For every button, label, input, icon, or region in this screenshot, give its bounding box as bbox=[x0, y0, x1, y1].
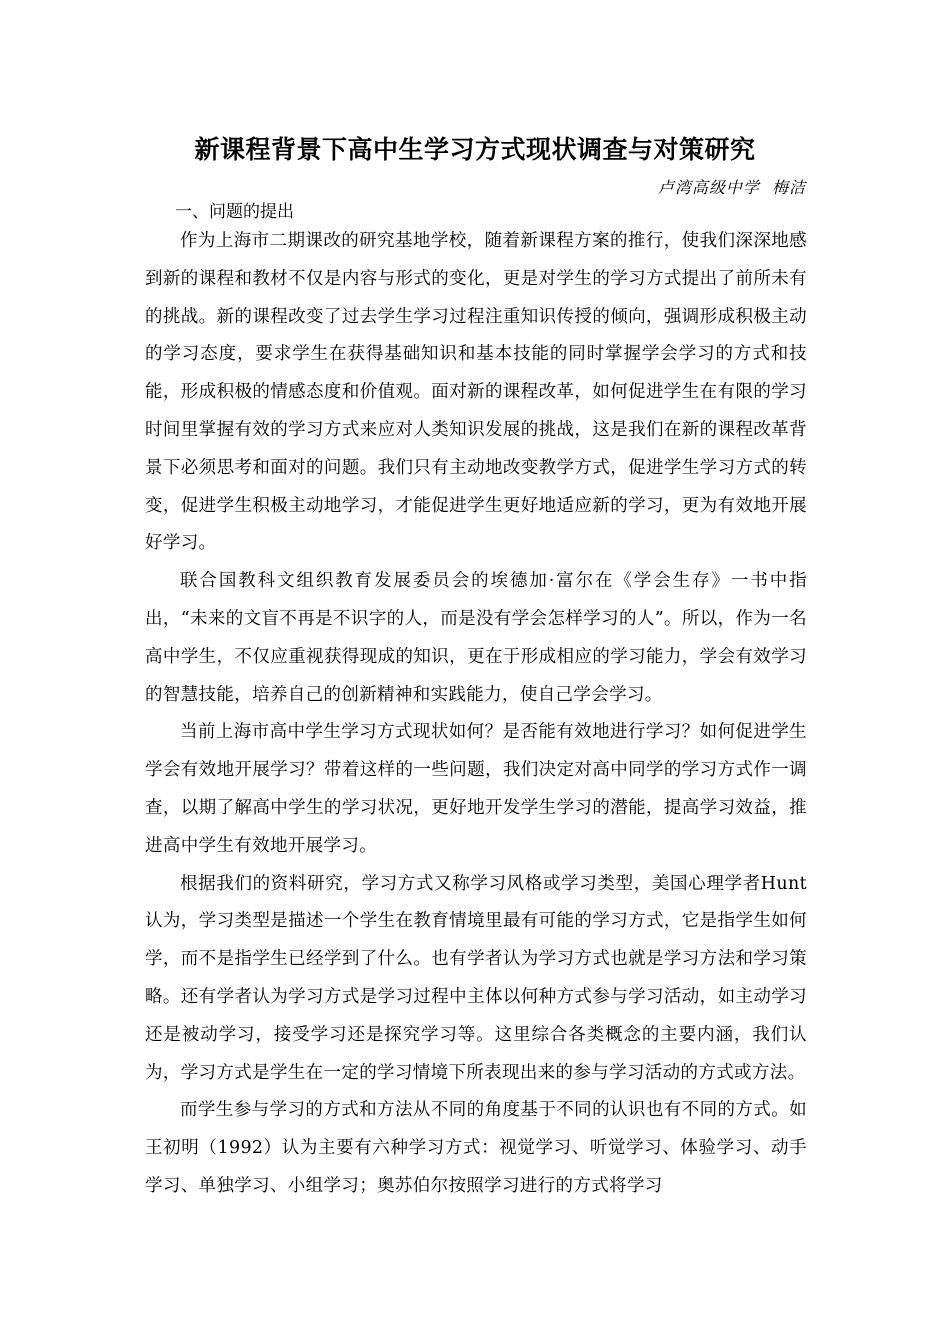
author-line: 卢湾高级中学 梅洁 bbox=[657, 178, 806, 197]
paragraph-5: 而学生参与学习的方式和方法从不同的角度基于不同的认识也有不同的方式。如王初明（1992）认为主要有六种学习方式：视觉学习、听觉学习、体验学习、动手学习、单独学习、小组学习；奥苏伯尔按照学习进行的方式将学习 bbox=[145, 1100, 807, 1196]
paragraph-4: 根据我们的资料研究，学习方式又称学习风格或学习类型，美国心理学者Hunt认为，学习类型是描述一个学生在教育情境里最有可能的学习方式，它是指学生如何学，而不是指学生已经学到了什么。也有学者认为学习方式也就是学习方法和学习策略。还有学者认为学习方式是学习过程中主体以何种方式参与学习活动，如主动学习还是被动学习，接受学习还是探究学习等。这里综合各类概念的主要内涵，我们认为，学习方式是学生在一定的学习情境下所表现出来的参与学习活动的方式或方法。 bbox=[145, 873, 807, 1083]
section-heading: 一、问题的提出 bbox=[175, 202, 294, 222]
paragraph-2: 联合国教科文组织教育发展委员会的埃德加·富尔在《学会生存》一书中指出，“未来的文盲不再是不识字的人，而是没有学会怎样学习的人”。所以，作为一名高中学生，不仅应重视获得现成的知识，更在于形成相应的学习能力，学会有效学习的智慧技能，培养自己的创新精神和实践能力，使自己学会学习。 bbox=[145, 571, 807, 705]
document-title: 新课程背景下高中生学习方式现状调查与对策研究 bbox=[194, 135, 756, 164]
paragraph-3: 当前上海市高中学生学习方式现状如何？是否能有效地进行学习？如何促进学生学会有效地开展学习？带着这样的一些问题，我们决定对高中同学的学习方式作一调查，以期了解高中学生的学习状况，更好地开发学生学习的潜能，提高学习效益，推进高中学生有效地开展学习。 bbox=[145, 722, 807, 856]
document-body bbox=[145, 223, 807, 1206]
paragraph-1: 作为上海市二期课改的研究基地学校，随着新课程方案的推行，使我们深深地感到新的课程和教材不仅是内容与形式的变化，更是对学生的学习方式提出了前所未有的挑战。新的课程改变了过去学生学习过程注重知识传授的倾向，强调形成积极主动的学习态度，要求学生在获得基础知识和基本技能的同时掌握学会学习的方式和技能，形成积极的情感态度和价值观。面对新的课程改革，如何促进学生在有限的学习时间里掌握有效的学习方式来应对人类知识发展的挑战，这是我们在新的课程改革背景下必须思考和面对的问题。我们只有主动地改变教学方式，促进学生学习方式的转变，促进学生积极主动地学习，才能促进学生更好地适应新的学习，更为有效地开展好学习。 bbox=[145, 231, 807, 554]
